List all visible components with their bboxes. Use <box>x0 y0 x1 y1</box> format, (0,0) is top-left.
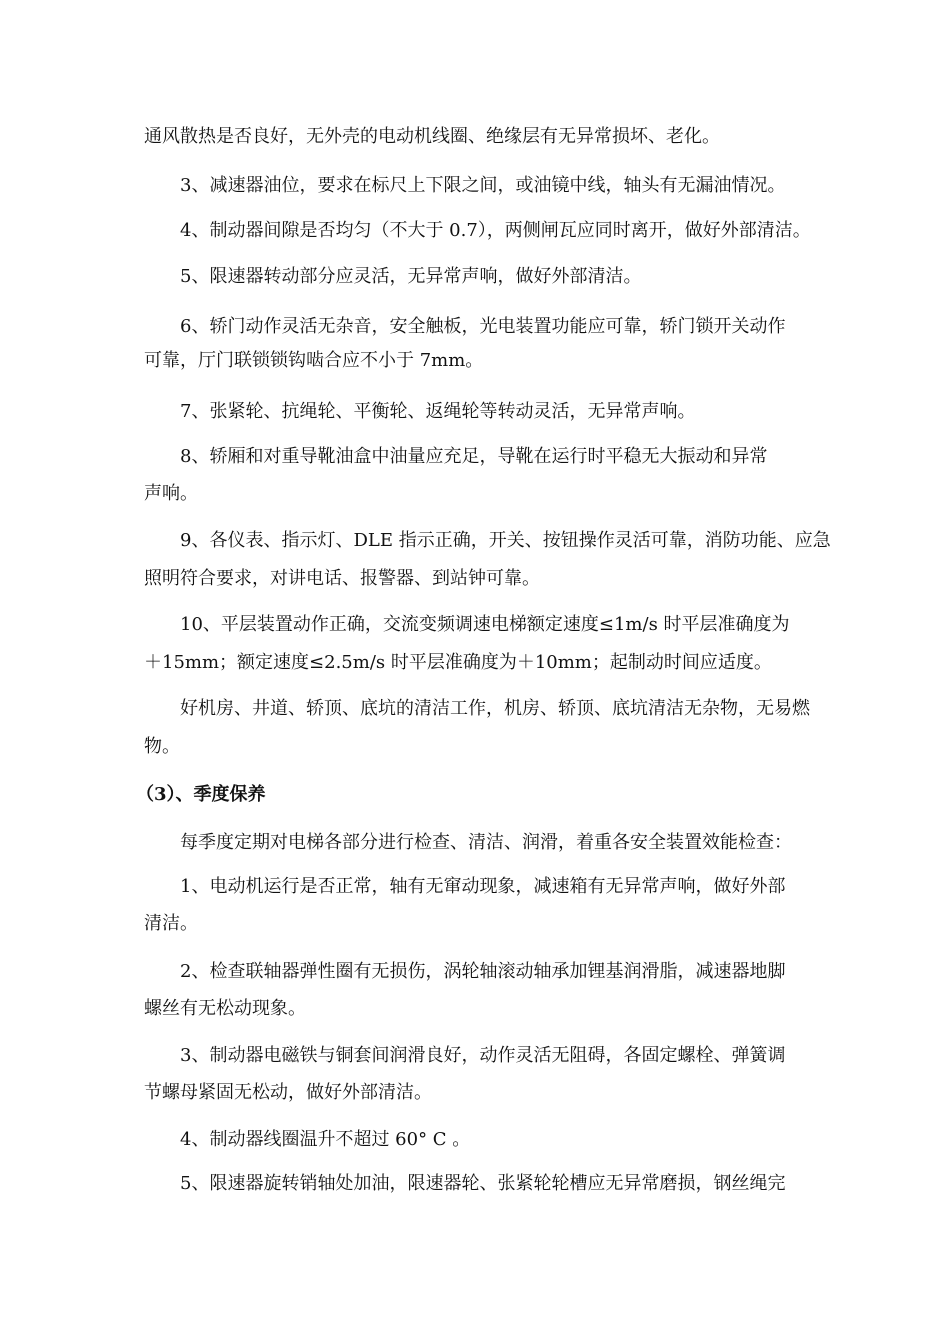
paragraph-line: 10、平层装置动作正确，交流变频调速电梯额定速度≤1m/s 时平层准确度为 <box>180 614 790 635</box>
paragraph-line: 好机房、井道、轿顶、底坑的清洁工作，机房、轿顶、底坑清洁无杂物，无易燃 <box>180 698 810 719</box>
paragraph-line: 9、各仪表、指示灯、DLE 指示正确，开关、按钮操作灵活可靠，消防功能、应急 <box>180 530 831 551</box>
section-heading: （3）、季度保养 <box>136 784 266 805</box>
paragraph-line: 5、限速器转动部分应灵活，无异常声响，做好外部清洁。 <box>180 266 642 287</box>
paragraph-line: 2、检查联轴器弹性圈有无损伤，涡轮轴滚动轴承加锂基润滑脂，减速器地脚 <box>180 961 786 982</box>
paragraph-line: 5、限速器旋转销轴处加油，限速器轮、张紧轮轮槽应无异常磨损，钢丝绳完 <box>180 1173 786 1194</box>
paragraph-line: 3、减速器油位，要求在标尺上下限之间，或油镜中线，轴头有无漏油情况。 <box>180 175 786 196</box>
paragraph-line: 螺丝有无松动现象。 <box>144 998 306 1019</box>
paragraph-line: 每季度定期对电梯各部分进行检查、清洁、润滑，着重各安全装置效能检查： <box>180 832 792 853</box>
paragraph-line: 1、电动机运行是否正常，轴有无窜动现象，减速箱有无异常声响，做好外部 <box>180 876 786 897</box>
paragraph-line: 4、制动器线圈温升不超过 60° C 。 <box>180 1129 471 1150</box>
paragraph-line: 3、制动器电磁铁与铜套间润滑良好，动作灵活无阻碍，各固定螺栓、弹簧调 <box>180 1045 786 1066</box>
paragraph-line: 声响。 <box>144 483 198 504</box>
paragraph-line: 通风散热是否良好，无外壳的电动机线圈、绝缘层有无异常损坏、老化。 <box>144 126 720 147</box>
paragraph-line: 8、轿厢和对重导靴油盒中油量应充足，导靴在运行时平稳无大振动和异常 <box>180 446 768 467</box>
paragraph-line: 7、张紧轮、抗绳轮、平衡轮、返绳轮等转动灵活，无异常声响。 <box>180 401 696 422</box>
paragraph-line: 可靠，厅门联锁锁钩啮合应不小于 7mm。 <box>144 350 484 371</box>
paragraph-line: 4、制动器间隙是否均匀（不大于 0.7），两侧闸瓦应同时离开，做好外部清洁。 <box>180 220 811 241</box>
paragraph-line: 6、轿门动作灵活无杂音，安全触板，光电装置功能应可靠，轿门锁开关动作 <box>180 316 786 337</box>
paragraph-line: ＋15mm；额定速度≤2.5m/s 时平层准确度为＋10mm；起制动时间应适度。 <box>144 652 772 673</box>
paragraph-line: 清洁。 <box>144 913 198 934</box>
paragraph-line: 节螺母紧固无松动，做好外部清洁。 <box>144 1082 432 1103</box>
paragraph-line: 照明符合要求，对讲电话、报警器、到站钟可靠。 <box>144 568 540 589</box>
paragraph-line: 物。 <box>144 736 180 757</box>
